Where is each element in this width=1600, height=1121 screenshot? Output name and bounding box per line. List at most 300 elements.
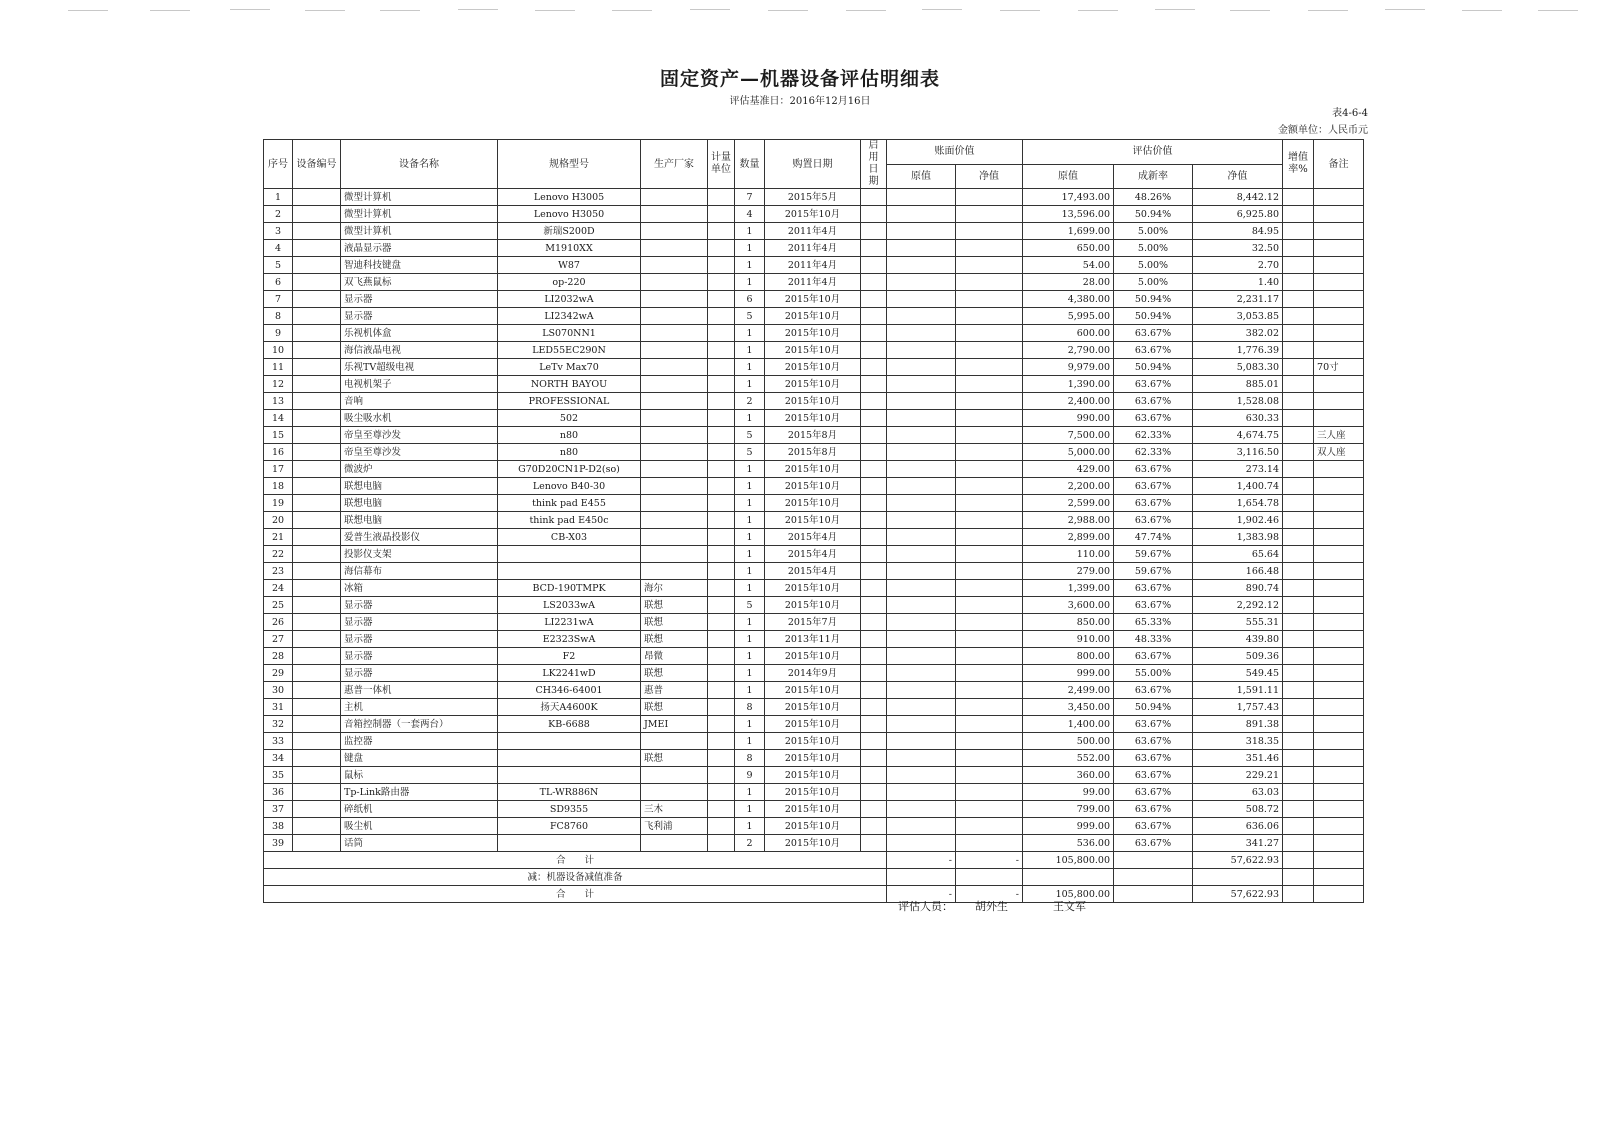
row-start-date — [861, 733, 887, 750]
row-model: LS070NN1 — [498, 325, 641, 342]
subtotal-remark — [1314, 852, 1364, 869]
row-start-date — [861, 376, 887, 393]
row-book-net — [956, 291, 1023, 308]
row-book-original — [887, 716, 956, 733]
row-qty: 1 — [735, 580, 765, 597]
row-eval-rate: 63.67% — [1114, 733, 1193, 750]
row-name: 联想电脑 — [341, 512, 498, 529]
row-seq: 24 — [264, 580, 293, 597]
row-remark — [1314, 767, 1364, 784]
row-increase-rate — [1283, 716, 1314, 733]
row-book-net — [956, 835, 1023, 852]
row-maker — [641, 784, 708, 801]
row-book-net — [956, 716, 1023, 733]
row-qty: 1 — [735, 546, 765, 563]
header-eval-net: 净值 — [1193, 164, 1283, 189]
row-eval-rate: 50.94% — [1114, 291, 1193, 308]
row-remark — [1314, 750, 1364, 767]
row-book-original — [887, 291, 956, 308]
row-qty: 1 — [735, 495, 765, 512]
row-maker — [641, 257, 708, 274]
row-seq: 18 — [264, 478, 293, 495]
row-name: 话筒 — [341, 835, 498, 852]
row-start-date — [861, 495, 887, 512]
row-purchase-date: 2015年7月 — [765, 614, 861, 631]
row-eval-original: 999.00 — [1023, 665, 1114, 682]
row-unit — [708, 597, 735, 614]
header-unit: 计量单位 — [708, 140, 735, 189]
subtotal-row — [264, 852, 1364, 869]
row-eval-net: 84.95 — [1193, 223, 1283, 240]
table-row — [264, 359, 1364, 376]
row-maker: 联想 — [641, 597, 708, 614]
subtotal-label: 合 计 — [264, 852, 887, 869]
row-book-net — [956, 512, 1023, 529]
table-row — [264, 835, 1364, 852]
row-start-date — [861, 206, 887, 223]
table-row — [264, 682, 1364, 699]
table-row — [264, 393, 1364, 410]
table-row — [264, 648, 1364, 665]
row-increase-rate — [1283, 648, 1314, 665]
row-purchase-date: 2011年4月 — [765, 240, 861, 257]
row-eval-rate: 59.67% — [1114, 563, 1193, 580]
row-eval-net: 891.38 — [1193, 716, 1283, 733]
row-eval-net: 318.35 — [1193, 733, 1283, 750]
row-eval-net: 1,383.98 — [1193, 529, 1283, 546]
row-code — [293, 495, 341, 512]
row-book-original — [887, 257, 956, 274]
row-book-net — [956, 563, 1023, 580]
row-purchase-date: 2015年10月 — [765, 733, 861, 750]
row-eval-original: 3,450.00 — [1023, 699, 1114, 716]
table-row — [264, 818, 1364, 835]
row-qty: 1 — [735, 563, 765, 580]
row-purchase-date: 2015年10月 — [765, 308, 861, 325]
row-maker — [641, 393, 708, 410]
row-name: 音响 — [341, 393, 498, 410]
page-title: 固定资产—机器设备评估明细表 — [659, 68, 940, 90]
row-book-original — [887, 206, 956, 223]
row-maker: 联想 — [641, 631, 708, 648]
row-unit — [708, 835, 735, 852]
row-eval-net: 1,654.78 — [1193, 495, 1283, 512]
row-start-date — [861, 342, 887, 359]
row-unit — [708, 478, 735, 495]
row-model: CH346-64001 — [498, 682, 641, 699]
row-eval-net: 4,674.75 — [1193, 427, 1283, 444]
row-remark: 三人座 — [1314, 427, 1364, 444]
table-row — [264, 767, 1364, 784]
row-maker — [641, 359, 708, 376]
row-book-original — [887, 733, 956, 750]
table-row — [264, 529, 1364, 546]
row-start-date — [861, 699, 887, 716]
row-book-original — [887, 750, 956, 767]
row-name: 双飞燕鼠标 — [341, 274, 498, 291]
row-remark — [1314, 580, 1364, 597]
row-eval-rate: 63.67% — [1114, 818, 1193, 835]
row-book-original — [887, 784, 956, 801]
row-model — [498, 563, 641, 580]
row-model: TL-WR886N — [498, 784, 641, 801]
row-eval-rate: 59.67% — [1114, 546, 1193, 563]
row-qty: 1 — [735, 274, 765, 291]
row-eval-original: 799.00 — [1023, 801, 1114, 818]
row-seq: 39 — [264, 835, 293, 852]
row-eval-net: 8,442.12 — [1193, 189, 1283, 206]
row-unit — [708, 410, 735, 427]
table-row — [264, 699, 1364, 716]
row-eval-net: 229.21 — [1193, 767, 1283, 784]
table-row — [264, 206, 1364, 223]
row-maker — [641, 291, 708, 308]
row-unit — [708, 495, 735, 512]
row-eval-net: 555.31 — [1193, 614, 1283, 631]
row-book-original — [887, 342, 956, 359]
row-seq: 35 — [264, 767, 293, 784]
row-purchase-date: 2015年10月 — [765, 393, 861, 410]
table-row — [264, 376, 1364, 393]
row-increase-rate — [1283, 410, 1314, 427]
row-unit — [708, 682, 735, 699]
row-maker — [641, 495, 708, 512]
row-increase-rate — [1283, 257, 1314, 274]
row-remark — [1314, 716, 1364, 733]
row-start-date — [861, 614, 887, 631]
row-maker — [641, 512, 708, 529]
row-eval-net: 1,757.43 — [1193, 699, 1283, 716]
row-maker — [641, 376, 708, 393]
row-book-net — [956, 495, 1023, 512]
row-eval-net: 2,292.12 — [1193, 597, 1283, 614]
header-eval-original: 原值 — [1023, 164, 1114, 189]
row-eval-original: 850.00 — [1023, 614, 1114, 631]
row-start-date — [861, 529, 887, 546]
row-model: LeTv Max70 — [498, 359, 641, 376]
row-eval-net: 1.40 — [1193, 274, 1283, 291]
row-qty: 1 — [735, 512, 765, 529]
table-totals — [264, 852, 1364, 903]
subtotal-eval-original: 105,800.00 — [1023, 852, 1114, 869]
row-model: Lenovo B40-30 — [498, 478, 641, 495]
row-eval-rate: 48.26% — [1114, 189, 1193, 206]
row-book-original — [887, 648, 956, 665]
row-name: 显示器 — [341, 597, 498, 614]
row-seq: 14 — [264, 410, 293, 427]
row-model: LI2032wA — [498, 291, 641, 308]
row-book-original — [887, 835, 956, 852]
row-name: 微型计算机 — [341, 223, 498, 240]
row-start-date — [861, 410, 887, 427]
row-purchase-date: 2015年4月 — [765, 546, 861, 563]
row-code — [293, 512, 341, 529]
row-code — [293, 308, 341, 325]
header-eval-value: 评估价值 — [1023, 140, 1283, 165]
total-eval-net: 57,622.93 — [1193, 886, 1283, 903]
row-eval-net: 5,083.30 — [1193, 359, 1283, 376]
row-name: 投影仪支架 — [341, 546, 498, 563]
row-eval-rate: 50.94% — [1114, 308, 1193, 325]
row-unit — [708, 342, 735, 359]
header-book-value: 账面价值 — [887, 140, 1023, 165]
total-row — [264, 886, 1364, 903]
row-name: 微型计算机 — [341, 189, 498, 206]
row-unit — [708, 512, 735, 529]
row-remark — [1314, 631, 1364, 648]
row-eval-net: 32.50 — [1193, 240, 1283, 257]
row-seq: 32 — [264, 716, 293, 733]
row-unit — [708, 563, 735, 580]
row-book-net — [956, 274, 1023, 291]
row-eval-net: 273.14 — [1193, 461, 1283, 478]
row-code — [293, 223, 341, 240]
row-book-original — [887, 767, 956, 784]
row-increase-rate — [1283, 359, 1314, 376]
row-purchase-date: 2015年5月 — [765, 189, 861, 206]
row-code — [293, 359, 341, 376]
header-book-net: 净值 — [956, 164, 1023, 189]
row-qty: 1 — [735, 818, 765, 835]
row-code — [293, 801, 341, 818]
row-increase-rate — [1283, 512, 1314, 529]
header-qty: 数量 — [735, 140, 765, 189]
row-maker: 联想 — [641, 665, 708, 682]
row-remark — [1314, 223, 1364, 240]
row-eval-original: 429.00 — [1023, 461, 1114, 478]
row-book-original — [887, 699, 956, 716]
row-unit — [708, 257, 735, 274]
row-eval-rate: 65.33% — [1114, 614, 1193, 631]
row-eval-original: 990.00 — [1023, 410, 1114, 427]
row-eval-original: 1,400.00 — [1023, 716, 1114, 733]
row-book-original — [887, 444, 956, 461]
row-name: 帝皇至尊沙发 — [341, 444, 498, 461]
row-maker — [641, 461, 708, 478]
row-qty: 1 — [735, 733, 765, 750]
row-increase-rate — [1283, 206, 1314, 223]
row-code — [293, 393, 341, 410]
row-model: BCD-190TMPK — [498, 580, 641, 597]
row-model — [498, 733, 641, 750]
row-eval-original: 2,400.00 — [1023, 393, 1114, 410]
row-purchase-date: 2015年8月 — [765, 427, 861, 444]
row-book-original — [887, 478, 956, 495]
table-row — [264, 597, 1364, 614]
row-model: LI2342wA — [498, 308, 641, 325]
row-code — [293, 631, 341, 648]
row-purchase-date: 2015年10月 — [765, 801, 861, 818]
row-remark — [1314, 240, 1364, 257]
row-name: 乐视机体盒 — [341, 325, 498, 342]
row-book-original — [887, 631, 956, 648]
table-row — [264, 716, 1364, 733]
row-start-date — [861, 750, 887, 767]
row-increase-rate — [1283, 274, 1314, 291]
row-increase-rate — [1283, 461, 1314, 478]
row-purchase-date: 2015年4月 — [765, 563, 861, 580]
table-row — [264, 274, 1364, 291]
row-eval-rate: 63.67% — [1114, 376, 1193, 393]
row-eval-rate: 63.67% — [1114, 801, 1193, 818]
row-increase-rate — [1283, 240, 1314, 257]
row-eval-net: 1,400.74 — [1193, 478, 1283, 495]
row-model: PROFESSIONAL — [498, 393, 641, 410]
row-eval-original: 2,599.00 — [1023, 495, 1114, 512]
row-remark — [1314, 512, 1364, 529]
row-eval-rate: 50.94% — [1114, 206, 1193, 223]
table-row — [264, 444, 1364, 461]
row-eval-net: 509.36 — [1193, 648, 1283, 665]
row-name: Tp-Link路由器 — [341, 784, 498, 801]
row-start-date — [861, 716, 887, 733]
row-name: 微波炉 — [341, 461, 498, 478]
row-maker — [641, 223, 708, 240]
row-model — [498, 835, 641, 852]
row-remark — [1314, 563, 1364, 580]
row-start-date — [861, 597, 887, 614]
row-unit — [708, 818, 735, 835]
row-maker: 三木 — [641, 801, 708, 818]
row-book-net — [956, 801, 1023, 818]
table-row — [264, 427, 1364, 444]
row-model: M1910XX — [498, 240, 641, 257]
row-eval-original: 360.00 — [1023, 767, 1114, 784]
row-model — [498, 767, 641, 784]
row-unit — [708, 750, 735, 767]
row-name: 联想电脑 — [341, 478, 498, 495]
row-qty: 1 — [735, 801, 765, 818]
row-eval-rate: 5.00% — [1114, 223, 1193, 240]
row-seq: 30 — [264, 682, 293, 699]
row-seq: 16 — [264, 444, 293, 461]
row-purchase-date: 2015年10月 — [765, 648, 861, 665]
row-start-date — [861, 801, 887, 818]
total-eval-original: 105,800.00 — [1023, 886, 1114, 903]
row-eval-rate: 63.67% — [1114, 580, 1193, 597]
row-remark — [1314, 733, 1364, 750]
row-model: LK2241wD — [498, 665, 641, 682]
header-eval-rate: 成新率 — [1114, 164, 1193, 189]
equipment-table — [263, 139, 1364, 903]
row-seq: 22 — [264, 546, 293, 563]
table-row — [264, 342, 1364, 359]
row-eval-rate: 47.74% — [1114, 529, 1193, 546]
row-unit — [708, 291, 735, 308]
row-eval-original: 110.00 — [1023, 546, 1114, 563]
row-increase-rate — [1283, 546, 1314, 563]
row-seq: 26 — [264, 614, 293, 631]
row-eval-original: 3,600.00 — [1023, 597, 1114, 614]
row-start-date — [861, 512, 887, 529]
row-qty: 7 — [735, 189, 765, 206]
header-name: 设备名称 — [341, 140, 498, 189]
row-seq: 13 — [264, 393, 293, 410]
row-eval-original: 5,995.00 — [1023, 308, 1114, 325]
row-qty: 1 — [735, 342, 765, 359]
table-row — [264, 410, 1364, 427]
row-increase-rate — [1283, 444, 1314, 461]
table-row — [264, 308, 1364, 325]
row-eval-original: 552.00 — [1023, 750, 1114, 767]
row-purchase-date: 2015年10月 — [765, 699, 861, 716]
row-code — [293, 784, 341, 801]
row-purchase-date: 2015年10月 — [765, 767, 861, 784]
row-code — [293, 206, 341, 223]
row-maker — [641, 342, 708, 359]
row-code — [293, 580, 341, 597]
row-eval-rate: 5.00% — [1114, 274, 1193, 291]
row-book-net — [956, 444, 1023, 461]
table-row — [264, 801, 1364, 818]
table-row — [264, 240, 1364, 257]
row-qty: 8 — [735, 750, 765, 767]
row-remark — [1314, 801, 1364, 818]
row-remark — [1314, 393, 1364, 410]
row-eval-original: 2,200.00 — [1023, 478, 1114, 495]
row-maker — [641, 410, 708, 427]
row-maker: 飞利浦 — [641, 818, 708, 835]
row-eval-rate: 63.67% — [1114, 648, 1193, 665]
row-increase-rate — [1283, 614, 1314, 631]
row-eval-rate: 63.67% — [1114, 835, 1193, 852]
row-book-net — [956, 818, 1023, 835]
row-seq: 23 — [264, 563, 293, 580]
row-model: think pad E450c — [498, 512, 641, 529]
row-increase-rate — [1283, 682, 1314, 699]
row-maker — [641, 546, 708, 563]
row-seq: 8 — [264, 308, 293, 325]
table-row — [264, 733, 1364, 750]
row-start-date — [861, 546, 887, 563]
row-eval-original: 1,699.00 — [1023, 223, 1114, 240]
row-code — [293, 257, 341, 274]
row-name: 显示器 — [341, 631, 498, 648]
row-remark: 双人座 — [1314, 444, 1364, 461]
row-remark — [1314, 410, 1364, 427]
row-eval-original: 1,399.00 — [1023, 580, 1114, 597]
row-start-date — [861, 563, 887, 580]
row-start-date — [861, 257, 887, 274]
row-purchase-date: 2015年10月 — [765, 342, 861, 359]
row-unit — [708, 631, 735, 648]
row-unit — [708, 614, 735, 631]
row-unit — [708, 393, 735, 410]
row-name: 显示器 — [341, 291, 498, 308]
row-start-date — [861, 223, 887, 240]
row-unit — [708, 546, 735, 563]
row-book-original — [887, 274, 956, 291]
row-code — [293, 699, 341, 716]
header-seq: 序号 — [264, 140, 293, 189]
row-increase-rate — [1283, 342, 1314, 359]
row-model: LED55EC290N — [498, 342, 641, 359]
row-unit — [708, 223, 735, 240]
row-start-date — [861, 240, 887, 257]
row-remark — [1314, 529, 1364, 546]
row-purchase-date: 2015年10月 — [765, 410, 861, 427]
row-seq: 17 — [264, 461, 293, 478]
row-maker — [641, 274, 708, 291]
row-qty: 1 — [735, 529, 765, 546]
row-code — [293, 291, 341, 308]
row-book-net — [956, 648, 1023, 665]
row-qty: 2 — [735, 393, 765, 410]
row-book-net — [956, 461, 1023, 478]
row-code — [293, 835, 341, 852]
row-unit — [708, 784, 735, 801]
row-model: NORTH BAYOU — [498, 376, 641, 393]
